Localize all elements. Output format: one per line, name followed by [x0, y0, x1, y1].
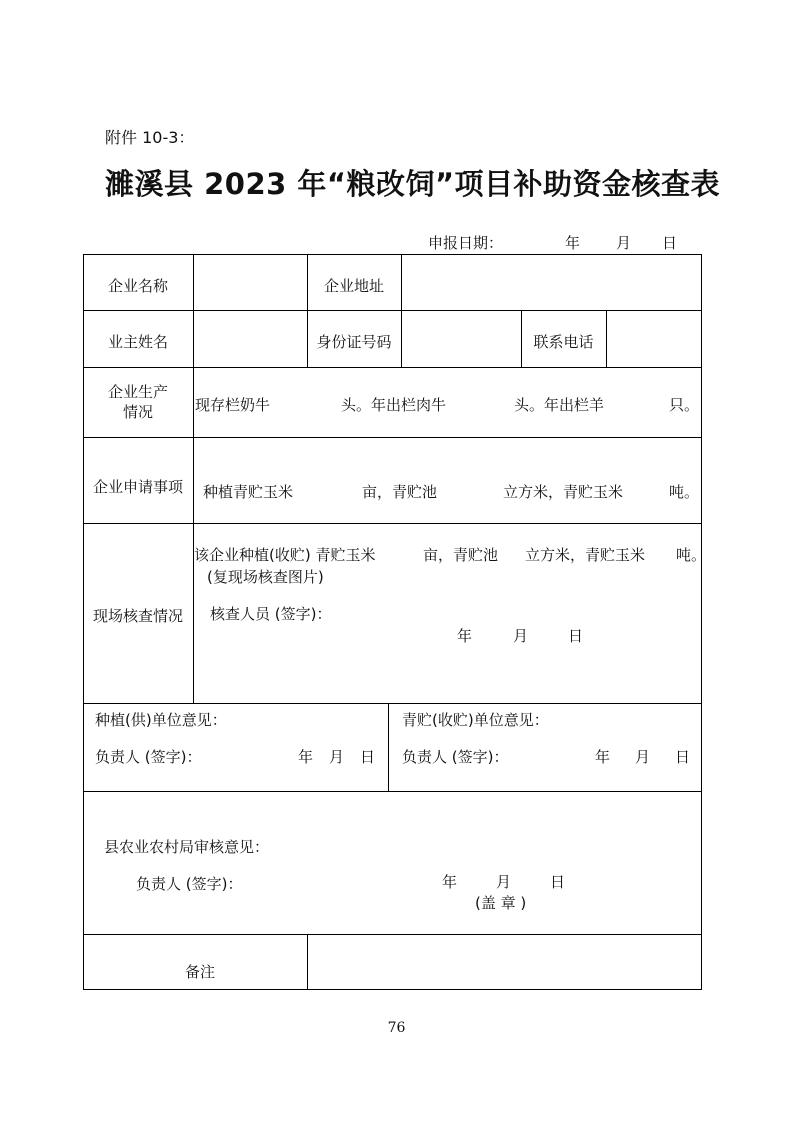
- application-text-4: 吨。: [669, 483, 700, 501]
- storage-year: 年: [595, 748, 611, 766]
- seal-note: (盖 章 ): [475, 894, 527, 912]
- inspection-label: 现场核查情况: [92, 607, 183, 625]
- page-title: 濉溪县 2023 年“粮改饲”项目补助资金核查表: [105, 167, 721, 201]
- county-opinion: 县农业农村局审核意见：: [104, 838, 270, 856]
- planting-responsible-signature: 负责人 (签字)：: [95, 748, 202, 766]
- id-number-label: 身份证号码: [316, 333, 392, 351]
- company-address-field[interactable]: [402, 255, 700, 309]
- inspection-day: 日: [568, 627, 584, 645]
- report-date-day: 日: [662, 234, 678, 252]
- report-date-label: 申报日期：: [428, 234, 504, 252]
- production-label: [83, 382, 193, 422]
- row-divider: [83, 791, 701, 792]
- inspection-text-4: 吨。: [676, 546, 707, 564]
- row-divider: [83, 367, 701, 368]
- company-address-label: 企业地址: [323, 277, 384, 295]
- storage-month: 月: [635, 748, 651, 766]
- column-divider: [388, 703, 389, 791]
- row-divider: [83, 703, 701, 704]
- inspection-year: 年: [457, 627, 473, 645]
- planting-unit-opinion: 种植(供)单位意见：: [95, 711, 227, 729]
- inspection-text-2: 亩，青贮池: [423, 546, 499, 564]
- report-date-month: 月: [616, 234, 632, 252]
- row-divider: [83, 523, 701, 524]
- application-text-1: 种植青贮玉米: [203, 483, 294, 501]
- production-text-1: 现存栏奶牛: [195, 396, 271, 414]
- county-year: 年: [442, 873, 458, 891]
- application-text-3: 立方米，青贮玉米: [503, 483, 624, 501]
- planting-month: 月: [329, 748, 345, 766]
- company-name-field[interactable]: [194, 255, 306, 309]
- phone-label: 联系电话: [533, 333, 594, 351]
- production-label-line1: 企业生产: [107, 383, 168, 401]
- phone-field[interactable]: [607, 311, 700, 366]
- table-border-right: [701, 254, 702, 990]
- inspection-month: 月: [513, 627, 529, 645]
- report-date-year: 年: [565, 234, 581, 252]
- planting-day: 日: [360, 748, 376, 766]
- inspection-text-3: 立方米，青贮玉米: [525, 546, 646, 564]
- owner-name-label: 业主姓名: [107, 333, 168, 351]
- production-label-line2: 情况: [122, 403, 153, 421]
- storage-day: 日: [675, 748, 691, 766]
- county-month: 月: [496, 873, 512, 891]
- production-text-4: 只。: [669, 396, 700, 414]
- county-day: 日: [550, 873, 566, 891]
- owner-name-field[interactable]: [194, 311, 306, 366]
- remarks-label: 备注: [184, 963, 215, 981]
- storage-unit-opinion: 青贮(收贮)单位意见：: [402, 711, 549, 729]
- inspection-text-1: 该企业种植(收贮) 青贮玉米: [194, 546, 376, 564]
- company-name-label: 企业名称: [107, 277, 168, 295]
- storage-responsible-signature: 负责人 (签字)：: [402, 748, 509, 766]
- id-number-field[interactable]: [402, 311, 520, 366]
- county-responsible-signature: 负责人 (签字)：: [136, 875, 243, 893]
- planting-year: 年: [298, 748, 314, 766]
- production-text-2: 头。年出栏肉牛: [341, 396, 447, 414]
- attachment-label: 附件 10-3：: [105, 128, 195, 147]
- page-number: 76: [387, 1020, 406, 1036]
- application-label: 企业申请事项: [92, 478, 183, 496]
- table-border-bottom: [83, 989, 701, 990]
- remarks-field[interactable]: [308, 935, 700, 988]
- application-text-2: 亩，青贮池: [362, 483, 438, 501]
- production-text-3: 头。年出栏羊: [514, 396, 605, 414]
- inspection-attach-note: (复现场核查图片): [207, 568, 324, 586]
- inspector-signature: 核查人员 (签字)：: [210, 605, 332, 623]
- row-divider: [83, 437, 701, 438]
